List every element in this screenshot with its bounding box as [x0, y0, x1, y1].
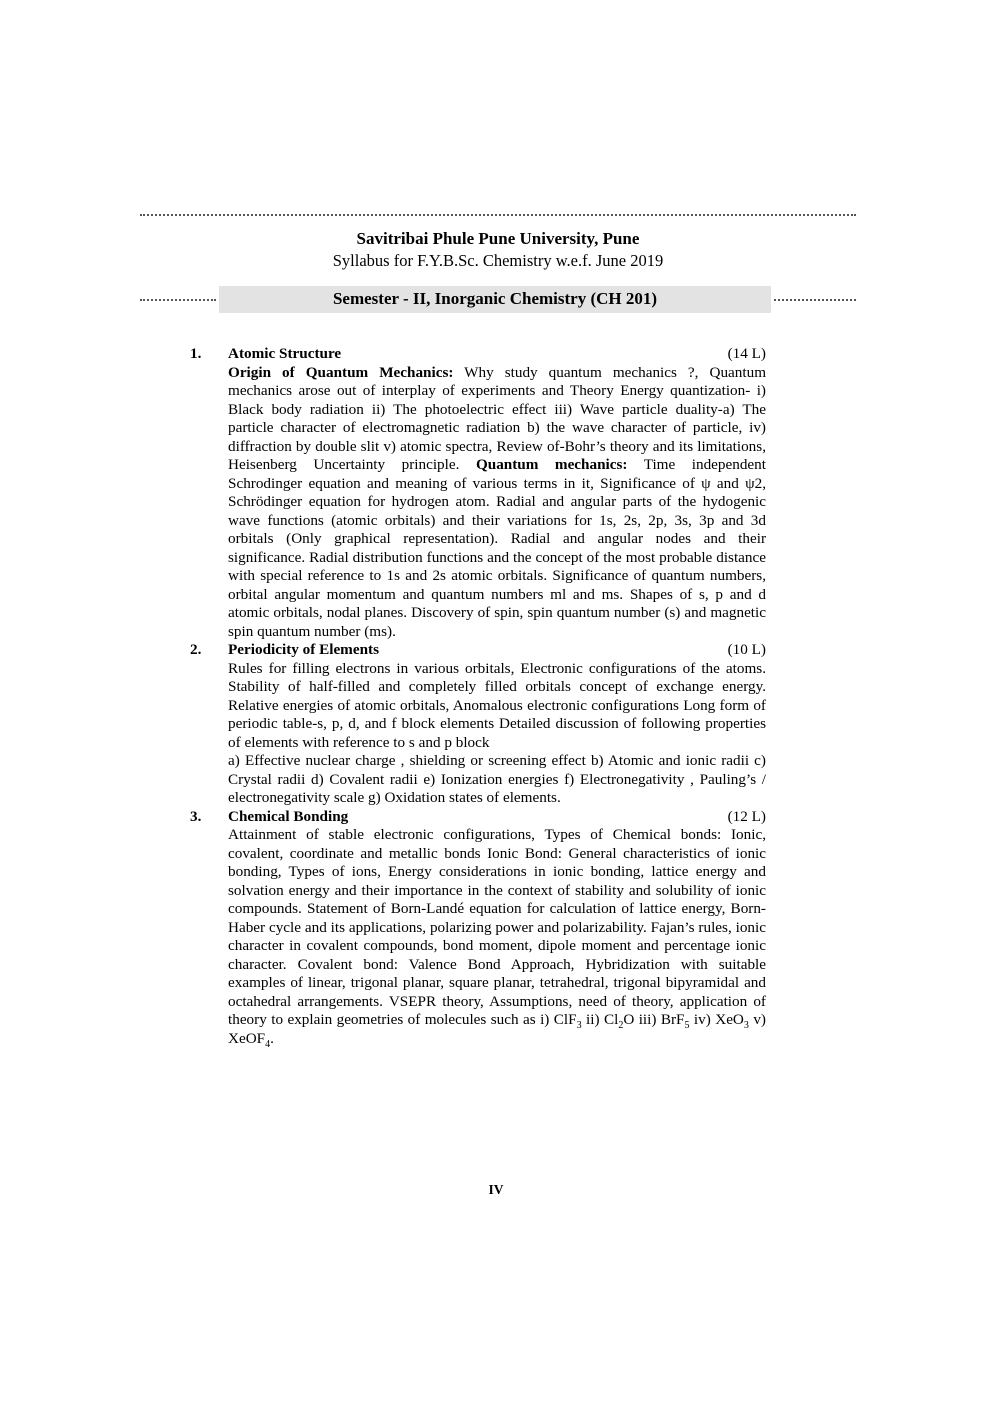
text-run: . — [270, 1029, 274, 1047]
subscript-run: 3 — [743, 1020, 749, 1032]
bold-run: Origin of Quantum Mechanics: — [228, 363, 454, 381]
document-header — [140, 228, 856, 272]
text-run: O iii) BrF — [623, 1011, 685, 1028]
section-lecture-count: (12 L) — [727, 807, 766, 825]
subscript-run: 3 — [576, 1020, 582, 1032]
semester-banner: Semester - II, Inorganic Chemistry (CH 201) — [219, 286, 771, 313]
page-number: IV — [488, 1182, 504, 1197]
text-run: Why study quantum mechanics ?, Quantum mechanics arose out of interplay of experiments and Theory Energy quantization- i) Black body radiation ii) The photoelectric effect iii) Wave particle duality-a) The particle character of electromagnetic radiation b) the wave character of particle, iv) diffraction by double slit v) atomic spectra, Review of-Bohr’s theory and its limitations, Heisenberg Uncertainty principle. — [228, 363, 767, 473]
text-run: Attainment of stable electronic configurations, Types of Chemical bonds: Ionic, covalent, coordinate and metallic bonds Ionic Bond: General characteristics of ionic bonding, Types of ions, Energy considerations in ionic bonding, lattice energy and solvation energy and their importance in the context of stability and solubility of ionic compounds. Statement of Born-Landé equation for calculation of lattice energy, Born-Haber cycle and its applications, polarizing power and polarizability. Fajan’s rules, ionic character in covalent compounds, bond moment, dipole moment and percentage ionic character. Covalent bond: Valence Bond Approach, Hybridization with suitable examples of linear, trigonal planar, square planar, tetrahedral, trigonal bipyramidal and octahedral arrangements. VSEPR theory, Assumptions, need of theory, application of theory to explain geometries of molecules such as i) ClF — [228, 826, 766, 1028]
bold-run: Quantum mechanics: — [475, 456, 628, 473]
text-run: ii) Cl — [581, 1011, 619, 1028]
section-heading — [190, 345, 766, 364]
section-paragraph — [228, 364, 766, 642]
section-paragraph: Rules for filling electrons in various orbitals, Electronic configurations of the atoms. Stability of half-filled and completely filled orbitals concept of exchange energy. Relative energies of atomic orbitals, Anomalous electronic configurations Long form of periodic table-s, p, d, and f block elements Detailed discussion of following properties of elements with reference to s and p block — [228, 659, 766, 751]
section-lecture-count: (14 L) — [727, 345, 766, 362]
section-lecture-count: (10 L) — [727, 641, 766, 658]
section-body — [228, 364, 766, 642]
subscript-run: 2 — [618, 1020, 624, 1032]
section-heading — [190, 641, 766, 660]
section-number: 2. — [190, 641, 202, 658]
section-chemical-bonding — [190, 808, 766, 1049]
section-paragraph: a) Effective nuclear charge , shielding or screening effect b) Atomic and ionic radii c) Crystal radii d) Covalent radii e) Ionization energies f) Electronegativity , Pauling’s / electronegativity scale g) Oxidation states of elements. — [228, 752, 766, 806]
section-body — [228, 826, 766, 1048]
section-heading — [190, 808, 766, 827]
section-number: 1. — [190, 345, 202, 362]
section-title: Chemical Bonding — [228, 807, 349, 825]
section-title: Periodicity of Elements — [228, 641, 379, 658]
section-number: 3. — [190, 807, 202, 825]
banner-left-dotted-divider — [140, 299, 216, 301]
text-run: iv) XeO — [689, 1011, 744, 1028]
section-title: Atomic Structure — [228, 345, 342, 362]
section-periodicity-of-elements — [190, 641, 766, 808]
semester-banner-row — [140, 286, 856, 313]
syllabus-content — [190, 345, 766, 1048]
syllabus-subtitle: Syllabus for F.Y.B.Sc. Chemistry w.e.f. June 2019 — [332, 251, 664, 270]
section-atomic-structure — [190, 345, 766, 641]
top-dotted-divider — [140, 214, 856, 216]
text-run: Time independent Schrodinger equation and meaning of various terms in it, Significance of ψ and ψ2, Schrödinger equation for hydrogen atom. Radial and angular parts of the hydogenic wave functions (atomic orbitals) and their variations for 1s, 2s, 2p, 3s, 3p and 3d orbitals (Only graphical representation). Radial and angular nodes and their significance. Radial distribution functions and the concept of the most probable distance with special reference to 1s and 2s atomic orbitals. Significance of quantum numbers, orbital angular momentum and quantum numbers ml and ms. Shapes of s, p and d atomic orbitals, nodal planes. Discovery of spin, spin quantum number (s) and magnetic spin quantum number (ms). — [228, 456, 766, 640]
university-title: Savitribai Phule Pune University, Pune — [356, 229, 640, 248]
section-body — [228, 660, 766, 808]
text-run: v) XeOF — [228, 1011, 766, 1047]
subscript-run: 5 — [684, 1020, 690, 1032]
subscript-run: 4 — [265, 1038, 271, 1050]
banner-right-dotted-divider — [774, 299, 856, 301]
section-paragraph — [228, 826, 766, 1048]
